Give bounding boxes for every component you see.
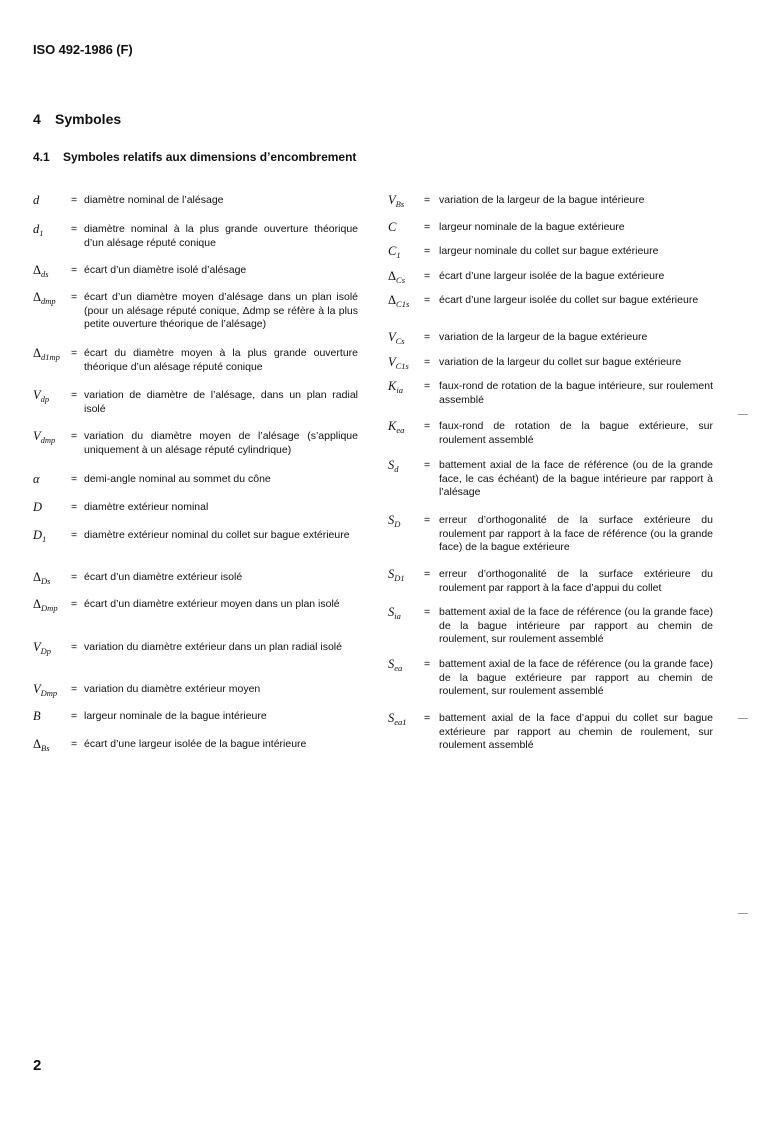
symbol: $\Delta_{Cs}$: [388, 269, 406, 285]
equals-sign: =: [424, 712, 431, 724]
symbol: $C_1$: [388, 244, 401, 260]
symbol-definition: variation de la largeur de la bague extérieure: [439, 331, 648, 343]
symbol-definition: battement axial de la face de référence (ou de la grande face, le cas échéant) de la bague intérieure par rapport à l’alésage: [439, 459, 713, 498]
symbol: $\Delta_{Ds}$: [33, 570, 51, 586]
margin-mark: [738, 414, 748, 415]
symbol-definition: demi-angle nominal au sommet du cône: [84, 473, 271, 485]
symbol-definition: écart du diamètre moyen à la plus grande ouverture théorique d’un alésage réputé conique: [84, 347, 358, 373]
equals-sign: =: [424, 380, 431, 392]
equals-sign: =: [424, 420, 431, 432]
equals-sign: =: [71, 194, 78, 206]
equals-sign: =: [71, 501, 78, 513]
symbol: C: [388, 220, 397, 234]
symbol: $S_{ea}$: [388, 657, 403, 673]
equals-sign: =: [71, 571, 78, 583]
symbol: $S_d$: [388, 458, 399, 474]
symbol: $D_1$: [33, 528, 47, 544]
symbol: $K_{ia}$: [388, 379, 403, 395]
symbol-definition: diamètre nominal à la plus grande ouverture théorique d’un alésage réputé conique: [84, 223, 358, 249]
symbol: d: [33, 193, 40, 207]
symbol: $\Delta_{dmp}$: [33, 290, 56, 306]
symbol: $V_{Dmp}$: [33, 682, 58, 698]
equals-sign: =: [71, 430, 78, 442]
subsection-number: 4.1: [33, 150, 50, 164]
symbol-definition: variation du diamètre extérieur dans un plan radial isolé: [84, 641, 342, 653]
equals-sign: =: [424, 356, 431, 368]
symbol: α: [33, 472, 40, 486]
section-heading: [33, 111, 121, 127]
symbol-definition: battement axial de la face de référence (ou la grande face) de la bague intérieure par rapport au chemin de roulement, sur roulement assemblé: [439, 606, 713, 645]
symbol: $S_D$: [388, 513, 401, 529]
symbol: $K_{ea}$: [388, 419, 405, 435]
symbol: $d_1$: [33, 222, 44, 238]
symbol: $S_{ea1}$: [388, 711, 407, 727]
symbol: D: [33, 500, 43, 514]
symbol-definition: erreur d’orthogonalité de la surface extérieure du roulement par rapport à la face de référence (ou la grande face) de la bague extérieure: [439, 514, 713, 553]
equals-sign: =: [424, 331, 431, 343]
symbol-definition: variation de la largeur du collet sur bague extérieure: [439, 356, 682, 368]
equals-sign: =: [71, 291, 78, 303]
equals-sign: =: [71, 264, 78, 276]
equals-sign: =: [71, 473, 78, 485]
symbol: $V_{dp}$: [33, 388, 50, 404]
symbol-definition: battement axial de la face d’appui du collet sur bague extérieure par rapport au chemin de roulement, sur roulement assemblé: [439, 712, 713, 751]
equals-sign: =: [71, 529, 78, 541]
symbol: $V_{C1s}$: [388, 355, 409, 371]
symbol-definition: erreur d’orthogonalité de la surface extérieure du roulement par rapport à la face d’appui du collet: [439, 568, 713, 594]
equals-sign: =: [71, 683, 78, 695]
margin-mark: [738, 718, 748, 719]
symbol-definition: écart d’un diamètre extérieur moyen dans un plan isolé: [84, 598, 340, 610]
symbol: $\Delta_{ds}$: [33, 263, 49, 279]
symbol-definition: diamètre extérieur nominal du collet sur bague extérieure: [84, 529, 350, 541]
equals-sign: =: [424, 658, 431, 670]
equals-sign: =: [424, 568, 431, 580]
margin-mark: [738, 913, 748, 914]
symbol-definition: variation du diamètre moyen de l’alésage (s’applique uniquement à un alésage réputé cylindrique): [84, 430, 358, 456]
symbol-definition: faux-rond de rotation de la bague intérieure, sur roulement assemblé: [439, 380, 713, 406]
symbol-definition: diamètre nominal de l’alésage: [84, 194, 224, 206]
symbol-definition: diamètre extérieur nominal: [84, 501, 209, 513]
section-number: 4: [33, 111, 41, 127]
symbol: $S_{ia}$: [388, 605, 401, 621]
symbol: $V_{Bs}$: [388, 193, 405, 209]
equals-sign: =: [424, 270, 431, 282]
equals-sign: =: [424, 245, 431, 257]
symbol-definition: écart d’un diamètre isolé d’alésage: [84, 264, 247, 276]
symbol: $V_{dmp}$: [33, 429, 56, 445]
symbol: $\Delta_{Dmp}$: [33, 597, 58, 613]
symbol: B: [33, 709, 41, 723]
equals-sign: =: [71, 347, 78, 359]
symbol: $V_{Cs}$: [388, 330, 405, 346]
symbol-definition: variation de la largeur de la bague intérieure: [439, 194, 645, 206]
equals-sign: =: [424, 606, 431, 618]
symbol-definition: variation de diamètre de l’alésage, dans un plan radial isolé: [84, 389, 358, 415]
subsection-heading: [33, 150, 356, 164]
equals-sign: =: [71, 389, 78, 401]
symbol-definition: écart d’une largeur isolée de la bague intérieure: [84, 738, 307, 750]
document-header: ISO 492-1986 (F): [33, 42, 133, 57]
symbol: $\Delta_{Bs}$: [33, 737, 50, 753]
symbol-definition: faux-rond de rotation de la bague extérieure, sur roulement assemblé: [439, 420, 713, 446]
symbol-definition: battement axial de la face de référence (ou la grande face) de la bague extérieure par rapport au chemin de roulement, sur roulement assemblé: [439, 658, 713, 697]
symbol-definition: écart d’une largeur isolée du collet sur bague extérieure: [439, 294, 699, 306]
equals-sign: =: [424, 294, 431, 306]
equals-sign: =: [71, 598, 78, 610]
equals-sign: =: [424, 459, 431, 471]
symbol-definition: écart d’un diamètre extérieur isolé: [84, 571, 243, 583]
symbol-definition: écart d’un diamètre moyen d’alésage dans un plan isolé (pour un alésage réputé conique, Δdmp se réfère à la plus petite ouverture théorique de l’alésage): [84, 291, 358, 330]
equals-sign: =: [424, 514, 431, 526]
equals-sign: =: [71, 641, 78, 653]
page-number: 2: [33, 1057, 42, 1074]
subsection-title: Symboles relatifs aux dimensions d’encombrement: [63, 150, 357, 164]
equals-sign: =: [424, 194, 431, 206]
symbol-definition: variation du diamètre extérieur moyen: [84, 683, 261, 695]
symbol-definition: écart d’une largeur isolée de la bague extérieure: [439, 270, 665, 282]
symbol: $\Delta_{C1s}$: [388, 293, 410, 309]
section-title: Symboles: [55, 111, 122, 127]
equals-sign: =: [71, 738, 78, 750]
symbol-definition: largeur nominale de la bague extérieure: [439, 221, 625, 233]
equals-sign: =: [71, 223, 78, 235]
symbol-definition: largeur nominale de la bague intérieure: [84, 710, 267, 722]
symbol-definition: largeur nominale du collet sur bague extérieure: [439, 245, 659, 257]
symbol: $V_{Dp}$: [33, 640, 52, 656]
symbol: $\Delta_{d1mp}$: [33, 346, 60, 362]
equals-sign: =: [424, 221, 431, 233]
equals-sign: =: [71, 710, 78, 722]
symbol: $S_{D1}$: [388, 567, 405, 583]
